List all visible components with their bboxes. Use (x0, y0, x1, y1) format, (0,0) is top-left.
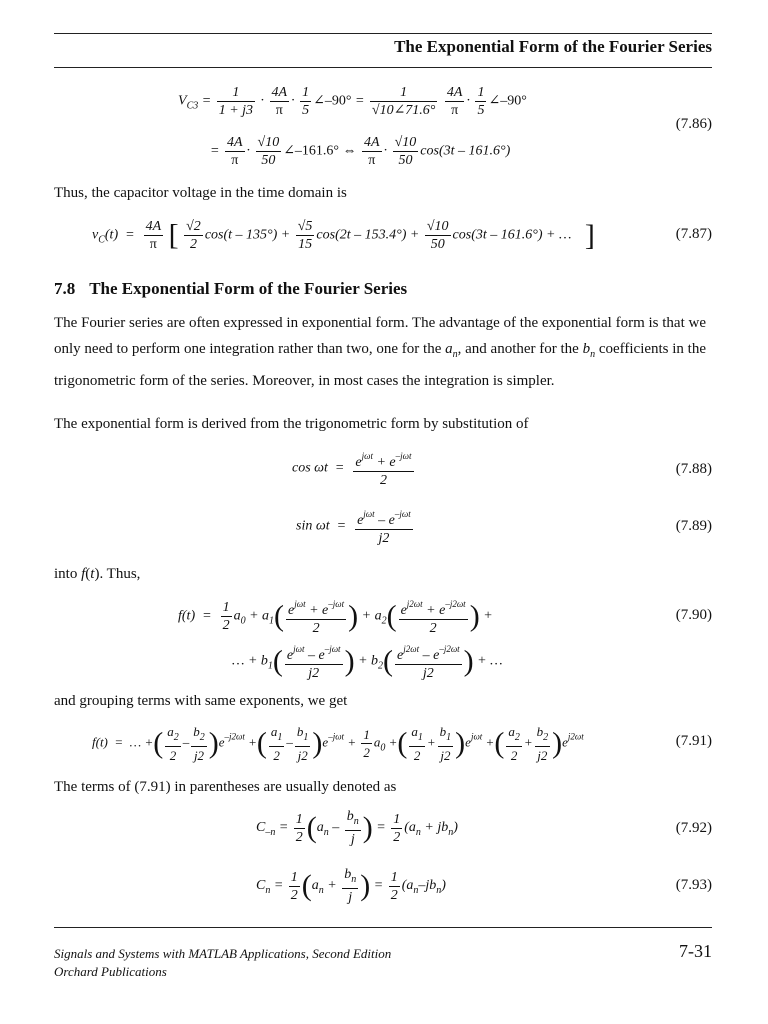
equation-number-7-87: (7.87) (675, 226, 712, 242)
equation-number-7-91: (7.91) (675, 733, 712, 749)
top-rule (54, 33, 712, 34)
paragraph-intro: The Fourier series are often expressed in exponential form. The advantage of the exponential form is that we only need to perform one integration rather than two, one for the $a_n$, and another for the $b_n$ coefficients in the trigonometric form of the series. Moreover, in most cases the integration is simpler. (54, 315, 707, 389)
header-rule (54, 67, 712, 68)
footer-publisher: Orchard Publications (54, 964, 167, 979)
paragraph-terms: The terms of (7.91) in parentheses are usually denoted as (54, 779, 397, 795)
equation-number-7-92: (7.92) (675, 820, 712, 836)
paragraph-time-domain: Thus, the capacitor voltage in the time domain is (54, 185, 347, 201)
footer-citation (54, 945, 391, 981)
page-number: 7-31 (679, 941, 712, 961)
section-number: 7.8 (54, 279, 76, 298)
running-title: The Exponential Form of the Fourier Series (394, 37, 712, 56)
equation-number-7-90: (7.90) (675, 607, 712, 623)
paragraph-derived: The exponential form is derived from the trigonometric form by substitution of (54, 416, 529, 432)
equation-number-7-88: (7.88) (675, 461, 712, 477)
paragraph-grouping: and grouping terms with same exponents, we get (54, 693, 348, 709)
equation-7-89: sin ωt = $e^{j\omega t} - e^{-j\omega t}$ j2 (296, 506, 415, 547)
section-title: The Exponential Form of the Fourier Series (89, 279, 408, 298)
equation-7-92: $C_{-n}$ = $\frac{1}{2}$ ($a_n$ – $\frac{b_n}{j}$ ) = $\frac{1}{2}$ $(a_n + jb_n)$ (256, 809, 458, 847)
paragraph-into: into f(t). Thus, (54, 566, 141, 582)
equation-7-87: $v_C(t)$ = $\frac{4A}{\pi}$ [ $\frac{√2}{2}$ cos(t – 135°) + $\frac{√5}{15}$ cos(2t – 153.4°) + $\frac{√10}{50}$ cos(3t – 161.6°) + … ] (92, 218, 595, 252)
equation-7-88: cos ωt = $e^{j\omega t} + e^{-j\omega t}$ 2 (292, 448, 416, 489)
section-heading (54, 279, 407, 299)
equation-7-86-line-2: = $\frac{4A}{\pi}$ · $\frac{√10}{50}$ ∠–161.6° ⇔ $\frac{4A}{\pi}$ · $\frac{√10}{50}$ cos(3t – 161.6°) (210, 135, 511, 168)
equation-7-90-line-2: … + $b_1$( $e^{j\omega t} - e^{-j\omega t}$ j2 ) + $b_2$( $\frac{e^{j2\omega t} - e^{-j2\omega t}}{j2}$ ) + … (232, 641, 503, 682)
equation-number-7-93: (7.93) (675, 877, 712, 893)
equation-7-93: $C_n$ = $\frac{1}{2}$ ($a_n$ + $\frac{b_n}{j}$ ) = $\frac{1}{2}$ $(a_n-jb_n)$ (256, 867, 446, 905)
equation-number-7-89: (7.89) (675, 518, 712, 534)
equation-7-91: f(t) = … +( $\frac{a_2}{2}$ – $\frac{b_2}{j2}$ )$e^{-j2\omega t}$ +( $\frac{a_1}{2}$ – $\frac{b_1}{j2}$ )$e^{-j\omega t}$ + $\frac{1}{2}$ $a_0$ +( $\frac{a_1}{2}$ + $\frac{b_1}{j2}$ )$e^{j\omega t}$ +( $\frac{a_2}{2}$ + $\frac{b_2}{j2}$ )$e^{j2\omega t}$ (92, 724, 584, 763)
equation-number-7-86: (7.86) (675, 116, 712, 132)
footer-rule (54, 927, 712, 928)
equation-7-86-line-1: $V_{C3}$ = $\frac{1}{1 + j3}$ · $\frac{4A}{\pi}$ · $\frac{1}{5}$ ∠–90° = $\frac{1}{√10\angle 71.6^\circ}$ $\frac{4A}{\pi}$ · $\frac{1}{5}$ ∠–90° (178, 85, 527, 118)
equation-7-90-line-1: f(t) = $\frac{1}{2}$ $a_0 + a_1$( $e^{j\omega t} + e^{-j\omega t}$ 2 ) + $a_2$( $\frac{e^{j2\omega t} + e^{-j2\omega t}}{2}$ ) + (178, 596, 493, 637)
footer-book-title: Signals and Systems with MATLAB Applications, Second Edition (54, 946, 392, 961)
